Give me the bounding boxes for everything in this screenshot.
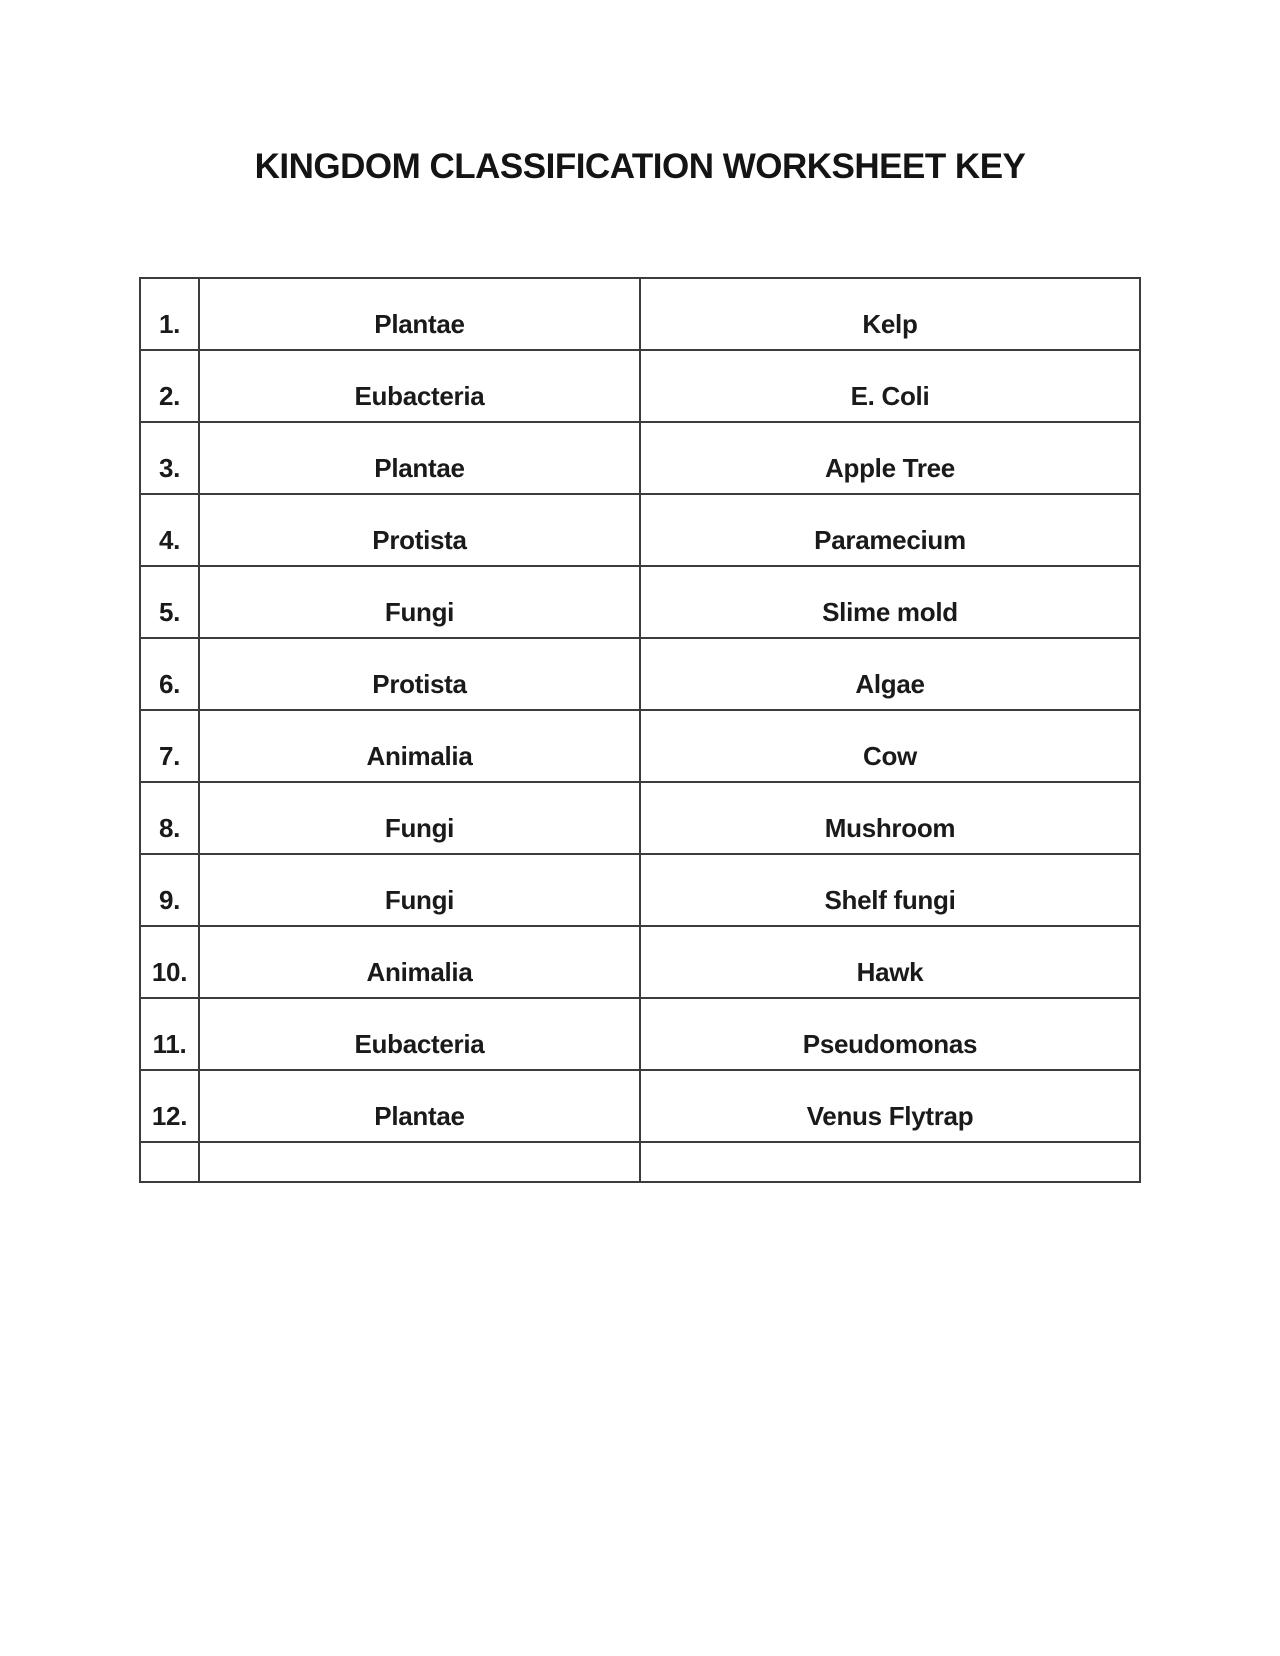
- organism-name-cell: Slime mold: [640, 566, 1140, 638]
- table-row: [140, 278, 1140, 350]
- row-number-cell: 6.: [140, 638, 199, 710]
- kingdom-answer-cell: Protista: [199, 638, 640, 710]
- kingdom-answer-cell: Plantae: [199, 1070, 640, 1142]
- row-number-cell: 8.: [140, 782, 199, 854]
- table-row: [140, 1070, 1140, 1142]
- organism-name-cell: Mushroom: [640, 782, 1140, 854]
- kingdom-answer-cell: Fungi: [199, 782, 640, 854]
- row-number-cell: 7.: [140, 710, 199, 782]
- organism-name-cell: Hawk: [640, 926, 1140, 998]
- organism-name-cell: Venus Flytrap: [640, 1070, 1140, 1142]
- organism-name-cell: [640, 1142, 1140, 1182]
- table-row: [140, 854, 1140, 926]
- classification-key-table: [139, 277, 1141, 1183]
- kingdom-answer-cell: Eubacteria: [199, 350, 640, 422]
- organism-name-cell: Apple Tree: [640, 422, 1140, 494]
- row-number-cell: 9.: [140, 854, 199, 926]
- organism-name-cell: Paramecium: [640, 494, 1140, 566]
- row-number-cell: 10.: [140, 926, 199, 998]
- row-number-cell: 5.: [140, 566, 199, 638]
- table-row: [140, 494, 1140, 566]
- organism-name-cell: Algae: [640, 638, 1140, 710]
- key-table-body: [140, 278, 1140, 1182]
- organism-name-cell: Kelp: [640, 278, 1140, 350]
- kingdom-answer-cell: Animalia: [199, 926, 640, 998]
- kingdom-answer-cell: Fungi: [199, 566, 640, 638]
- table-row: [140, 1142, 1140, 1182]
- organism-name-cell: E. Coli: [640, 350, 1140, 422]
- row-number-cell: 4.: [140, 494, 199, 566]
- row-number-cell: [140, 1142, 199, 1182]
- row-number-cell: 1.: [140, 278, 199, 350]
- table-row: [140, 638, 1140, 710]
- kingdom-answer-cell: [199, 1142, 640, 1182]
- table-row: [140, 926, 1140, 998]
- row-number-cell: 2.: [140, 350, 199, 422]
- table-row: [140, 710, 1140, 782]
- row-number-cell: 11.: [140, 998, 199, 1070]
- kingdom-answer-cell: Fungi: [199, 854, 640, 926]
- table-row: [140, 782, 1140, 854]
- organism-name-cell: Cow: [640, 710, 1140, 782]
- table-row: [140, 998, 1140, 1070]
- organism-name-cell: Pseudomonas: [640, 998, 1140, 1070]
- kingdom-answer-cell: Animalia: [199, 710, 640, 782]
- kingdom-answer-cell: Protista: [199, 494, 640, 566]
- table-row: [140, 566, 1140, 638]
- kingdom-answer-cell: Plantae: [199, 278, 640, 350]
- organism-name-cell: Shelf fungi: [640, 854, 1140, 926]
- page-title: KINGDOM CLASSIFICATION WORKSHEET KEY: [254, 147, 1026, 186]
- kingdom-answer-cell: Plantae: [199, 422, 640, 494]
- kingdom-answer-cell: Eubacteria: [199, 998, 640, 1070]
- row-number-cell: 3.: [140, 422, 199, 494]
- table-row: [140, 350, 1140, 422]
- row-number-cell: 12.: [140, 1070, 199, 1142]
- table-row: [140, 422, 1140, 494]
